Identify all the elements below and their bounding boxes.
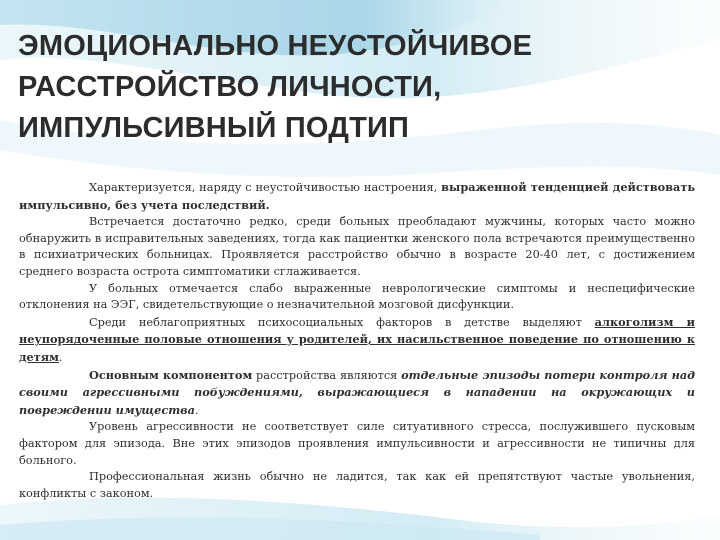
text-run: Встречается достаточно редко, среди больных преобладают мужчины, которых часто можно обнаружить в исправительных заведениях, тогда как пациентки женского пола встречаются преимущественно в психиатрических больницах. Проявляется расстройство обычно в возрасте 20-40 лет, с достижением среднего возраста острота симптоматики сглаживается. <box>19 215 695 278</box>
paragraph-prevalence <box>19 214 695 280</box>
paragraph-main-component <box>19 367 695 420</box>
slide-title <box>18 26 618 149</box>
text-run: У больных отмечается слабо выраженные неврологические симптомы и неспецифические отклонения на ЭЭГ, свидетельствующие о незначительной мозговой дисфункции. <box>19 281 695 312</box>
paragraph-neurology <box>19 281 695 314</box>
paragraph-aggression-level <box>19 419 695 469</box>
text-run: . <box>58 350 63 364</box>
text-run: Уровень агрессивности не соответствует силе ситуативного стресса, послужившего пусковым фактором для эпизода. Вне этих эпизодов проявления импульсивности и агрессивности не типичны для больного. <box>19 420 695 467</box>
title-line-2: РАССТРОЙСТВО ЛИЧНОСТИ, <box>18 71 442 103</box>
slide-body <box>19 179 695 502</box>
title-line-1: ЭМОЦИОНАЛЬНО НЕУСТОЙЧИВОЕ <box>18 30 533 62</box>
title-line-3: ИМПУЛЬСИВНЫЙ ПОДТИП <box>18 112 410 144</box>
paragraph-characteristics <box>19 179 695 214</box>
paragraph-professional-life <box>19 469 695 502</box>
bold-italic-text: отдельные эпизоды потери контроля над своими агрессивными побуждениями, выражающиеся в нападении на окружающих и повреждении имущества <box>19 367 695 417</box>
bold-text: выраженной тенденцией действовать импульсивно, без учета последствий. <box>19 180 695 212</box>
text-run: Профессиональная жизнь обычно не ладится, так как ей препятствуют частые увольнения, конфликты с законом. <box>19 470 695 500</box>
text-run: расстройства являются <box>252 368 402 382</box>
text-run: Характеризуется, наряду с неустойчивостью настроения, <box>89 181 442 194</box>
paragraph-risk-factors <box>19 314 695 367</box>
underlined-text: алкоголизм и неупорядоченные половые отношения у родителей, их насильственное поведение по отношению к детям <box>19 314 695 364</box>
bold-text: Основным компонентом <box>89 367 253 382</box>
text-run: . <box>194 403 199 417</box>
text-run: Среди неблагоприятных психосоциальных факторов в детстве выделяют <box>89 315 595 329</box>
